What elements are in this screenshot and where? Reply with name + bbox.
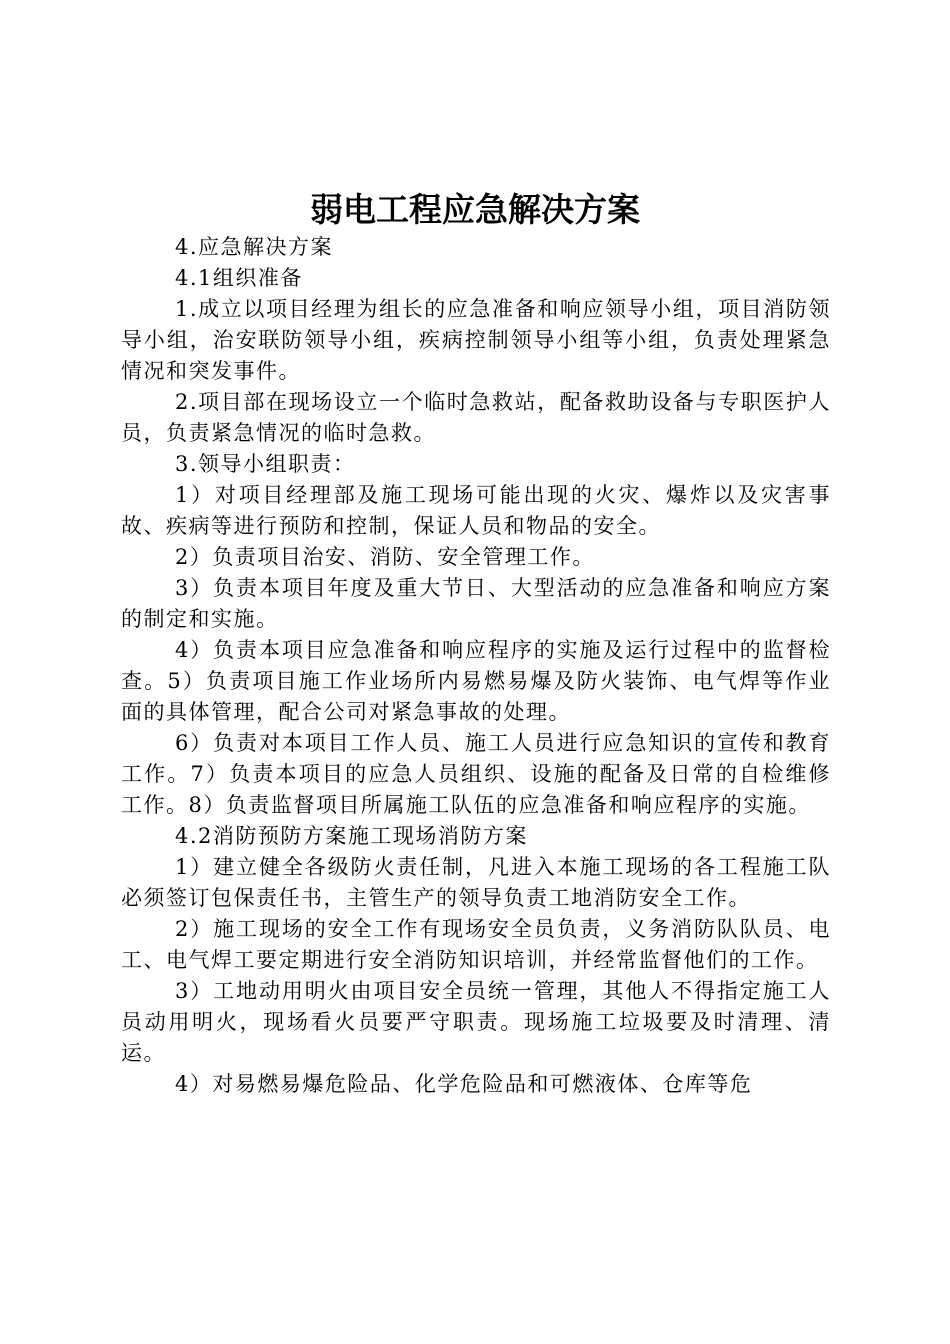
paragraph: 3）负责本项目年度及重大节日、大型活动的应急准备和响应方案的制定和实施。 [121,576,831,631]
document-title: 弱电工程应急解决方案 [310,190,640,229]
paragraph: 3.领导小组职责： [175,452,356,476]
paragraph: 6）负责对本项目工作人员、施工人员进行应急知识的宣传和教育工作。7）负责本项目的应急人员组织、设施的配备及日常的自检维修工作。8）负责监督项目所属施工队伍的应急准备和响应程序的实施。 [121,731,831,817]
document-body [121,232,831,1100]
paragraph: 1）对项目经理部及施工现场可能出现的火灾、爆炸以及灾害事故、疾病等进行预防和控制，保证人员和物品的安全。 [121,483,831,538]
paragraph: 3）工地动用明火由项目安全员统一管理，其他人不得指定施工人员动用明火，现场看火员要严守职责。现场施工垃圾要及时清理、清运。 [121,979,831,1065]
heading-section-4: 4.应急解决方案 [175,235,334,259]
paragraph: 1）建立健全各级防火责任制，凡进入本施工现场的各工程施工队必须签订包保责任书，主管生产的领导负责工地消防安全工作。 [121,855,831,910]
paragraph: 4）负责本项目应急准备和响应程序的实施及运行过程中的监督检查。5）负责项目施工作业场所内易燃易爆及防火装饰、电气焊等作业面的具体管理，配合公司对紧急事故的处理。 [121,638,831,724]
paragraph: 2）负责项目治安、消防、安全管理工作。 [175,545,595,569]
paragraph: 2）施工现场的安全工作有现场安全员负责，义务消防队队员、电工、电气焊工要定期进行安全消防知识培训，并经常监督他们的工作。 [121,917,831,972]
paragraph: 2.项目部在现场设立一个临时急救站，配备救助设备与专职医护人员，负责紧急情况的临时急救。 [121,390,831,445]
paragraph: 4）对易燃易爆危险品、化学危险品和可燃液体、仓库等危 [175,1072,753,1096]
heading-section-4-2: 4.2消防预防方案施工现场消防方案 [175,824,528,848]
heading-section-4-1: 4.1组织准备 [175,266,303,290]
paragraph: 1.成立以项目经理为组长的应急准备和响应领导小组，项目消防领导小组，治安联防领导小组，疾病控制领导小组等小组，负责处理紧急情况和突发事件。 [121,297,831,383]
